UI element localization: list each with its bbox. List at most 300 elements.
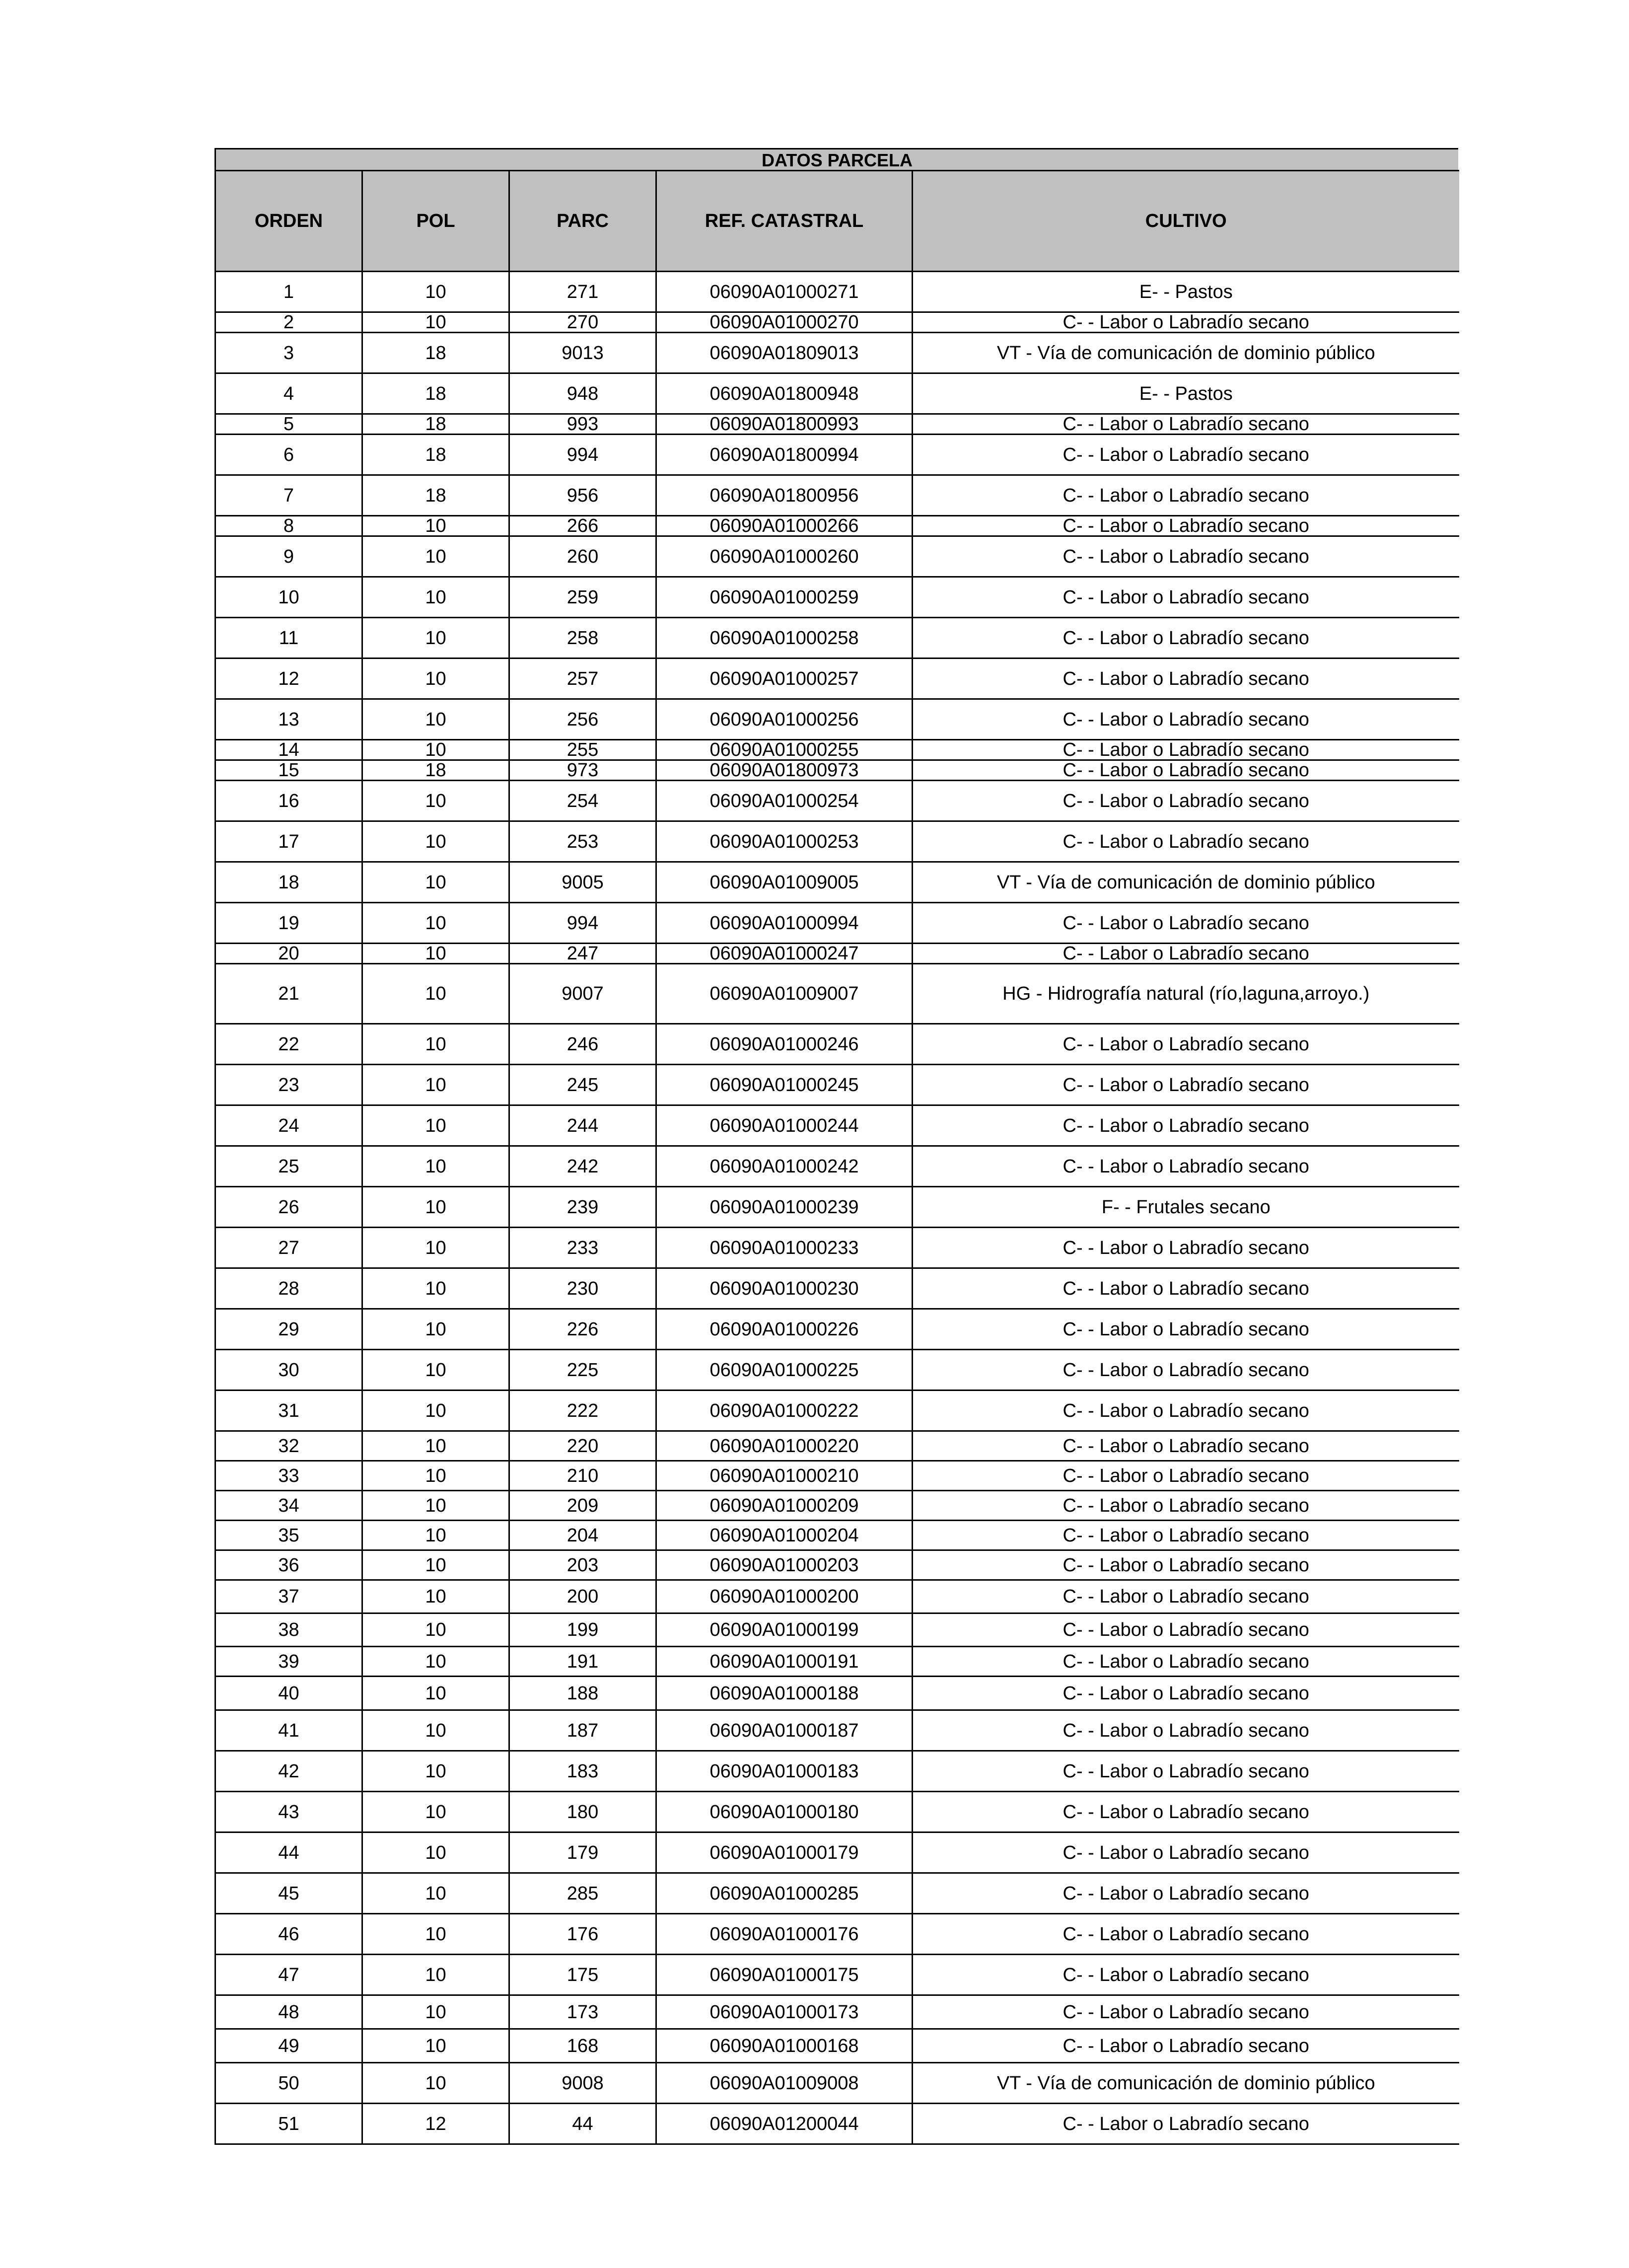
orden-cell: 3 xyxy=(215,333,362,373)
table-row xyxy=(215,1955,1459,1995)
orden-cell: 48 xyxy=(215,1995,362,2029)
table-row xyxy=(215,1792,1459,1832)
orden-cell: 46 xyxy=(215,1914,362,1955)
table-row xyxy=(215,658,1459,699)
pol-cell: 12 xyxy=(362,2104,509,2144)
ref-catastral-cell: 06090A01000188 xyxy=(656,1677,913,1710)
orden-cell: 45 xyxy=(215,1873,362,1914)
column-header-parc: PARC xyxy=(509,171,656,272)
parc-cell: 230 xyxy=(509,1268,656,1309)
cultivo-cell: C- - Labor o Labradío secano xyxy=(913,516,1459,536)
ref-catastral-cell: 06090A01000168 xyxy=(656,2029,913,2063)
parc-cell: 233 xyxy=(509,1228,656,1268)
ref-catastral-cell: 06090A01809013 xyxy=(656,333,913,373)
cultivo-cell: VT - Vía de comunicación de dominio público xyxy=(913,333,1459,373)
orden-cell: 28 xyxy=(215,1268,362,1309)
orden-cell: 49 xyxy=(215,2029,362,2063)
parcel-table xyxy=(214,170,1459,2145)
ref-catastral-cell: 06090A01000225 xyxy=(656,1350,913,1390)
ref-catastral-cell: 06090A01000266 xyxy=(656,516,913,536)
parc-cell: 994 xyxy=(509,903,656,944)
parc-cell: 180 xyxy=(509,1792,656,1832)
pol-cell: 10 xyxy=(362,272,509,312)
pol-cell: 10 xyxy=(362,1955,509,1995)
parc-cell: 271 xyxy=(509,272,656,312)
orden-cell: 8 xyxy=(215,516,362,536)
ref-catastral-cell: 06090A01800973 xyxy=(656,760,913,781)
pol-cell: 10 xyxy=(362,1431,509,1461)
ref-catastral-cell: 06090A01000209 xyxy=(656,1491,913,1521)
cultivo-cell: C- - Labor o Labradío secano xyxy=(913,1647,1459,1677)
table-row xyxy=(215,1268,1459,1309)
table-row xyxy=(215,2029,1459,2063)
cultivo-cell: C- - Labor o Labradío secano xyxy=(913,1491,1459,1521)
orden-cell: 20 xyxy=(215,944,362,964)
ref-catastral-cell: 06090A01000256 xyxy=(656,699,913,740)
orden-cell: 18 xyxy=(215,862,362,903)
table-row xyxy=(215,333,1459,373)
cultivo-cell: C- - Labor o Labradío secano xyxy=(913,1995,1459,2029)
pol-cell: 10 xyxy=(362,781,509,821)
table-row xyxy=(215,1995,1459,2029)
parc-cell: 260 xyxy=(509,536,656,577)
parc-cell: 244 xyxy=(509,1105,656,1146)
datos-parcela-band xyxy=(214,148,1458,170)
parc-cell: 220 xyxy=(509,1431,656,1461)
parc-cell: 176 xyxy=(509,1914,656,1955)
ref-catastral-cell: 06090A01000285 xyxy=(656,1873,913,1914)
orden-cell: 14 xyxy=(215,740,362,760)
pol-cell: 10 xyxy=(362,1792,509,1832)
table-row xyxy=(215,740,1459,760)
orden-cell: 23 xyxy=(215,1065,362,1105)
cultivo-cell: C- - Labor o Labradío secano xyxy=(913,658,1459,699)
parc-cell: 183 xyxy=(509,1751,656,1792)
orden-cell: 36 xyxy=(215,1550,362,1580)
pol-cell: 10 xyxy=(362,1995,509,2029)
cultivo-cell: C- - Labor o Labradío secano xyxy=(913,1710,1459,1751)
header-row xyxy=(215,171,1459,272)
orden-cell: 2 xyxy=(215,312,362,333)
table-row xyxy=(215,312,1459,333)
ref-catastral-cell: 06090A01009007 xyxy=(656,964,913,1024)
orden-cell: 9 xyxy=(215,536,362,577)
cultivo-cell: C- - Labor o Labradío secano xyxy=(913,1146,1459,1187)
table-row xyxy=(215,2104,1459,2144)
cultivo-cell: C- - Labor o Labradío secano xyxy=(913,1751,1459,1792)
cultivo-cell: C- - Labor o Labradío secano xyxy=(913,1105,1459,1146)
pol-cell: 10 xyxy=(362,1550,509,1580)
ref-catastral-cell: 06090A01000175 xyxy=(656,1955,913,1995)
parc-cell: 259 xyxy=(509,577,656,618)
orden-cell: 7 xyxy=(215,475,362,516)
table-row xyxy=(215,1677,1459,1710)
pol-cell: 10 xyxy=(362,1873,509,1914)
ref-catastral-cell: 06090A01000260 xyxy=(656,536,913,577)
parc-cell: 247 xyxy=(509,944,656,964)
orden-cell: 27 xyxy=(215,1228,362,1268)
orden-cell: 43 xyxy=(215,1792,362,1832)
orden-cell: 32 xyxy=(215,1431,362,1461)
table-row xyxy=(215,862,1459,903)
parc-cell: 204 xyxy=(509,1521,656,1550)
ref-catastral-cell: 06090A01000257 xyxy=(656,658,913,699)
cultivo-cell: C- - Labor o Labradío secano xyxy=(913,414,1459,435)
orden-cell: 13 xyxy=(215,699,362,740)
ref-catastral-cell: 06090A01000254 xyxy=(656,781,913,821)
pol-cell: 10 xyxy=(362,1580,509,1613)
orden-cell: 34 xyxy=(215,1491,362,1521)
cultivo-cell: C- - Labor o Labradío secano xyxy=(913,1521,1459,1550)
table-row xyxy=(215,1024,1459,1065)
table-row xyxy=(215,1461,1459,1491)
parc-cell: 200 xyxy=(509,1580,656,1613)
pol-cell: 10 xyxy=(362,1647,509,1677)
parc-cell: 199 xyxy=(509,1613,656,1647)
cultivo-cell: C- - Labor o Labradío secano xyxy=(913,1792,1459,1832)
table-row xyxy=(215,1187,1459,1228)
parc-cell: 246 xyxy=(509,1024,656,1065)
orden-cell: 35 xyxy=(215,1521,362,1550)
pol-cell: 10 xyxy=(362,1187,509,1228)
cultivo-cell: F- - Frutales secano xyxy=(913,1187,1459,1228)
ref-catastral-cell: 06090A01000180 xyxy=(656,1792,913,1832)
table-row xyxy=(215,1914,1459,1955)
cultivo-cell: C- - Labor o Labradío secano xyxy=(913,577,1459,618)
cultivo-cell: C- - Labor o Labradío secano xyxy=(913,2104,1459,2144)
pol-cell: 10 xyxy=(362,2063,509,2104)
pol-cell: 10 xyxy=(362,1105,509,1146)
parc-cell: 210 xyxy=(509,1461,656,1491)
table-row xyxy=(215,1613,1459,1647)
orden-cell: 41 xyxy=(215,1710,362,1751)
orden-cell: 15 xyxy=(215,760,362,781)
ref-catastral-cell: 06090A01000255 xyxy=(656,740,913,760)
table-row xyxy=(215,760,1459,781)
pol-cell: 10 xyxy=(362,944,509,964)
table-row xyxy=(215,1710,1459,1751)
cultivo-cell: C- - Labor o Labradío secano xyxy=(913,1832,1459,1873)
ref-catastral-cell: 06090A01000244 xyxy=(656,1105,913,1146)
ref-catastral-cell: 06090A01800993 xyxy=(656,414,913,435)
table-row xyxy=(215,781,1459,821)
parc-cell: 9013 xyxy=(509,333,656,373)
parc-cell: 270 xyxy=(509,312,656,333)
parc-cell: 256 xyxy=(509,699,656,740)
cultivo-cell: C- - Labor o Labradío secano xyxy=(913,1350,1459,1390)
cultivo-cell: C- - Labor o Labradío secano xyxy=(913,475,1459,516)
pol-cell: 18 xyxy=(362,414,509,435)
orden-cell: 29 xyxy=(215,1309,362,1350)
cultivo-cell: HG - Hidrografía natural (río,laguna,arroyo.) xyxy=(913,964,1459,1024)
ref-catastral-cell: 06090A01000259 xyxy=(656,577,913,618)
orden-cell: 38 xyxy=(215,1613,362,1647)
table-row xyxy=(215,618,1459,658)
pol-cell: 10 xyxy=(362,1521,509,1550)
cultivo-cell: C- - Labor o Labradío secano xyxy=(913,2029,1459,2063)
pol-cell: 10 xyxy=(362,1024,509,1065)
table-row xyxy=(215,373,1459,414)
parc-cell: 253 xyxy=(509,821,656,862)
cultivo-cell: C- - Labor o Labradío secano xyxy=(913,1914,1459,1955)
orden-cell: 31 xyxy=(215,1390,362,1431)
table-body xyxy=(215,272,1459,2144)
table-row xyxy=(215,475,1459,516)
ref-catastral-cell: 06090A01000173 xyxy=(656,1995,913,2029)
table-row xyxy=(215,1751,1459,1792)
ref-catastral-cell: 06090A01000242 xyxy=(656,1146,913,1187)
cultivo-cell: C- - Labor o Labradío secano xyxy=(913,1065,1459,1105)
orden-cell: 37 xyxy=(215,1580,362,1613)
cultivo-cell: C- - Labor o Labradío secano xyxy=(913,1431,1459,1461)
cultivo-cell: C- - Labor o Labradío secano xyxy=(913,1461,1459,1491)
table-row xyxy=(215,944,1459,964)
ref-catastral-cell: 06090A01200044 xyxy=(656,2104,913,2144)
ref-catastral-cell: 06090A01000191 xyxy=(656,1647,913,1677)
table-row xyxy=(215,1065,1459,1105)
table-row xyxy=(215,577,1459,618)
parc-cell: 173 xyxy=(509,1995,656,2029)
cultivo-cell: C- - Labor o Labradío secano xyxy=(913,1228,1459,1268)
parc-cell: 993 xyxy=(509,414,656,435)
pol-cell: 10 xyxy=(362,536,509,577)
parc-cell: 258 xyxy=(509,618,656,658)
pol-cell: 10 xyxy=(362,577,509,618)
column-header-orden: ORDEN xyxy=(215,171,362,272)
ref-catastral-cell: 06090A01000199 xyxy=(656,1613,913,1647)
parc-cell: 9005 xyxy=(509,862,656,903)
table-row xyxy=(215,1431,1459,1461)
pol-cell: 10 xyxy=(362,1751,509,1792)
orden-cell: 16 xyxy=(215,781,362,821)
pol-cell: 10 xyxy=(362,1228,509,1268)
cultivo-cell: C- - Labor o Labradío secano xyxy=(913,1024,1459,1065)
pol-cell: 10 xyxy=(362,1613,509,1647)
table-row xyxy=(215,1105,1459,1146)
parc-cell: 9007 xyxy=(509,964,656,1024)
table-row xyxy=(215,414,1459,435)
pol-cell: 10 xyxy=(362,964,509,1024)
pol-cell: 18 xyxy=(362,760,509,781)
pol-cell: 10 xyxy=(362,1065,509,1105)
parc-cell: 187 xyxy=(509,1710,656,1751)
table-row xyxy=(215,2063,1459,2104)
pol-cell: 10 xyxy=(362,618,509,658)
ref-catastral-cell: 06090A01000245 xyxy=(656,1065,913,1105)
orden-cell: 26 xyxy=(215,1187,362,1228)
pol-cell: 10 xyxy=(362,1491,509,1521)
orden-cell: 50 xyxy=(215,2063,362,2104)
parc-cell: 973 xyxy=(509,760,656,781)
parc-cell: 285 xyxy=(509,1873,656,1914)
table-row xyxy=(215,1521,1459,1550)
pol-cell: 10 xyxy=(362,1677,509,1710)
ref-catastral-cell: 06090A01000271 xyxy=(656,272,913,312)
table-row xyxy=(215,821,1459,862)
table-row xyxy=(215,699,1459,740)
table-row xyxy=(215,903,1459,944)
cultivo-cell: C- - Labor o Labradío secano xyxy=(913,1613,1459,1647)
pol-cell: 10 xyxy=(362,1146,509,1187)
parc-cell: 203 xyxy=(509,1550,656,1580)
parc-cell: 209 xyxy=(509,1491,656,1521)
pol-cell: 18 xyxy=(362,333,509,373)
table-row xyxy=(215,1550,1459,1580)
ref-catastral-cell: 06090A01000246 xyxy=(656,1024,913,1065)
cultivo-cell: C- - Labor o Labradío secano xyxy=(913,1677,1459,1710)
cultivo-cell: VT - Vía de comunicación de dominio público xyxy=(913,862,1459,903)
cultivo-cell: E- - Pastos xyxy=(913,272,1459,312)
ref-catastral-cell: 06090A01009008 xyxy=(656,2063,913,2104)
ref-catastral-cell: 06090A01000239 xyxy=(656,1187,913,1228)
parc-cell: 226 xyxy=(509,1309,656,1350)
cultivo-cell: C- - Labor o Labradío secano xyxy=(913,312,1459,333)
ref-catastral-cell: 06090A01000270 xyxy=(656,312,913,333)
orden-cell: 11 xyxy=(215,618,362,658)
orden-cell: 19 xyxy=(215,903,362,944)
ref-catastral-cell: 06090A01000187 xyxy=(656,1710,913,1751)
table-row xyxy=(215,435,1459,475)
cultivo-cell: C- - Labor o Labradío secano xyxy=(913,699,1459,740)
parc-cell: 175 xyxy=(509,1955,656,1995)
cultivo-cell: C- - Labor o Labradío secano xyxy=(913,435,1459,475)
cultivo-cell: C- - Labor o Labradío secano xyxy=(913,740,1459,760)
pol-cell: 10 xyxy=(362,516,509,536)
table-row xyxy=(215,272,1459,312)
orden-cell: 40 xyxy=(215,1677,362,1710)
orden-cell: 12 xyxy=(215,658,362,699)
parc-cell: 44 xyxy=(509,2104,656,2144)
pol-cell: 10 xyxy=(362,1309,509,1350)
cultivo-cell: C- - Labor o Labradío secano xyxy=(913,821,1459,862)
parc-cell: 188 xyxy=(509,1677,656,1710)
pol-cell: 10 xyxy=(362,2029,509,2063)
orden-cell: 4 xyxy=(215,373,362,414)
orden-cell: 17 xyxy=(215,821,362,862)
ref-catastral-cell: 06090A01000226 xyxy=(656,1309,913,1350)
table-row xyxy=(215,1350,1459,1390)
ref-catastral-cell: 06090A01000203 xyxy=(656,1550,913,1580)
ref-catastral-cell: 06090A01000176 xyxy=(656,1914,913,1955)
table-row xyxy=(215,1390,1459,1431)
ref-catastral-cell: 06090A01000247 xyxy=(656,944,913,964)
pol-cell: 10 xyxy=(362,1390,509,1431)
cultivo-cell: C- - Labor o Labradío secano xyxy=(913,1268,1459,1309)
cultivo-cell: C- - Labor o Labradío secano xyxy=(913,903,1459,944)
parc-cell: 245 xyxy=(509,1065,656,1105)
cultivo-cell: VT - Vía de comunicación de dominio público xyxy=(913,2063,1459,2104)
parc-cell: 266 xyxy=(509,516,656,536)
parc-cell: 222 xyxy=(509,1390,656,1431)
cultivo-cell: C- - Labor o Labradío secano xyxy=(913,618,1459,658)
orden-cell: 21 xyxy=(215,964,362,1024)
parc-cell: 168 xyxy=(509,2029,656,2063)
cultivo-cell: C- - Labor o Labradío secano xyxy=(913,1955,1459,1995)
orden-cell: 47 xyxy=(215,1955,362,1995)
pol-cell: 10 xyxy=(362,699,509,740)
parc-cell: 239 xyxy=(509,1187,656,1228)
orden-cell: 39 xyxy=(215,1647,362,1677)
pol-cell: 10 xyxy=(362,1914,509,1955)
pol-cell: 10 xyxy=(362,658,509,699)
ref-catastral-cell: 06090A01000258 xyxy=(656,618,913,658)
table-row xyxy=(215,1228,1459,1268)
cultivo-cell: E- - Pastos xyxy=(913,373,1459,414)
pol-cell: 18 xyxy=(362,373,509,414)
table-row xyxy=(215,1491,1459,1521)
parc-cell: 994 xyxy=(509,435,656,475)
parc-cell: 242 xyxy=(509,1146,656,1187)
ref-catastral-cell: 06090A01000200 xyxy=(656,1580,913,1613)
orden-cell: 22 xyxy=(215,1024,362,1065)
pol-cell: 18 xyxy=(362,435,509,475)
pol-cell: 10 xyxy=(362,903,509,944)
orden-cell: 24 xyxy=(215,1105,362,1146)
parc-cell: 255 xyxy=(509,740,656,760)
pol-cell: 10 xyxy=(362,862,509,903)
parc-cell: 254 xyxy=(509,781,656,821)
column-header-ref-catastral: REF. CATASTRAL xyxy=(656,171,913,272)
cultivo-cell: C- - Labor o Labradío secano xyxy=(913,760,1459,781)
orden-cell: 10 xyxy=(215,577,362,618)
table-row xyxy=(215,1580,1459,1613)
table-row xyxy=(215,516,1459,536)
table-row xyxy=(215,964,1459,1024)
ref-catastral-cell: 06090A01000210 xyxy=(656,1461,913,1491)
pol-cell: 10 xyxy=(362,1350,509,1390)
pol-cell: 10 xyxy=(362,1461,509,1491)
band-title: DATOS PARCELA xyxy=(761,150,913,170)
orden-cell: 33 xyxy=(215,1461,362,1491)
ref-catastral-cell: 06090A01000183 xyxy=(656,1751,913,1792)
parc-cell: 9008 xyxy=(509,2063,656,2104)
pol-cell: 10 xyxy=(362,1710,509,1751)
orden-cell: 1 xyxy=(215,272,362,312)
ref-catastral-cell: 06090A01000222 xyxy=(656,1390,913,1431)
table-row xyxy=(215,536,1459,577)
pol-cell: 10 xyxy=(362,312,509,333)
cultivo-cell: C- - Labor o Labradío secano xyxy=(913,536,1459,577)
ref-catastral-cell: 06090A01000179 xyxy=(656,1832,913,1873)
parc-cell: 257 xyxy=(509,658,656,699)
pol-cell: 10 xyxy=(362,740,509,760)
ref-catastral-cell: 06090A01800994 xyxy=(656,435,913,475)
table-row xyxy=(215,1832,1459,1873)
orden-cell: 30 xyxy=(215,1350,362,1390)
ref-catastral-cell: 06090A01000220 xyxy=(656,1431,913,1461)
cultivo-cell: C- - Labor o Labradío secano xyxy=(913,1390,1459,1431)
orden-cell: 25 xyxy=(215,1146,362,1187)
cultivo-cell: C- - Labor o Labradío secano xyxy=(913,1550,1459,1580)
cultivo-cell: C- - Labor o Labradío secano xyxy=(913,1873,1459,1914)
cultivo-cell: C- - Labor o Labradío secano xyxy=(913,1309,1459,1350)
parc-cell: 956 xyxy=(509,475,656,516)
ref-catastral-cell: 06090A01000994 xyxy=(656,903,913,944)
orden-cell: 51 xyxy=(215,2104,362,2144)
ref-catastral-cell: 06090A01000253 xyxy=(656,821,913,862)
column-header-pol: POL xyxy=(362,171,509,272)
table-row xyxy=(215,1309,1459,1350)
cultivo-cell: C- - Labor o Labradío secano xyxy=(913,944,1459,964)
parc-cell: 948 xyxy=(509,373,656,414)
cultivo-cell: C- - Labor o Labradío secano xyxy=(913,1580,1459,1613)
pol-cell: 10 xyxy=(362,1832,509,1873)
ref-catastral-cell: 06090A01000233 xyxy=(656,1228,913,1268)
parc-cell: 191 xyxy=(509,1647,656,1677)
ref-catastral-cell: 06090A01800948 xyxy=(656,373,913,414)
parc-cell: 179 xyxy=(509,1832,656,1873)
cultivo-cell: C- - Labor o Labradío secano xyxy=(913,781,1459,821)
